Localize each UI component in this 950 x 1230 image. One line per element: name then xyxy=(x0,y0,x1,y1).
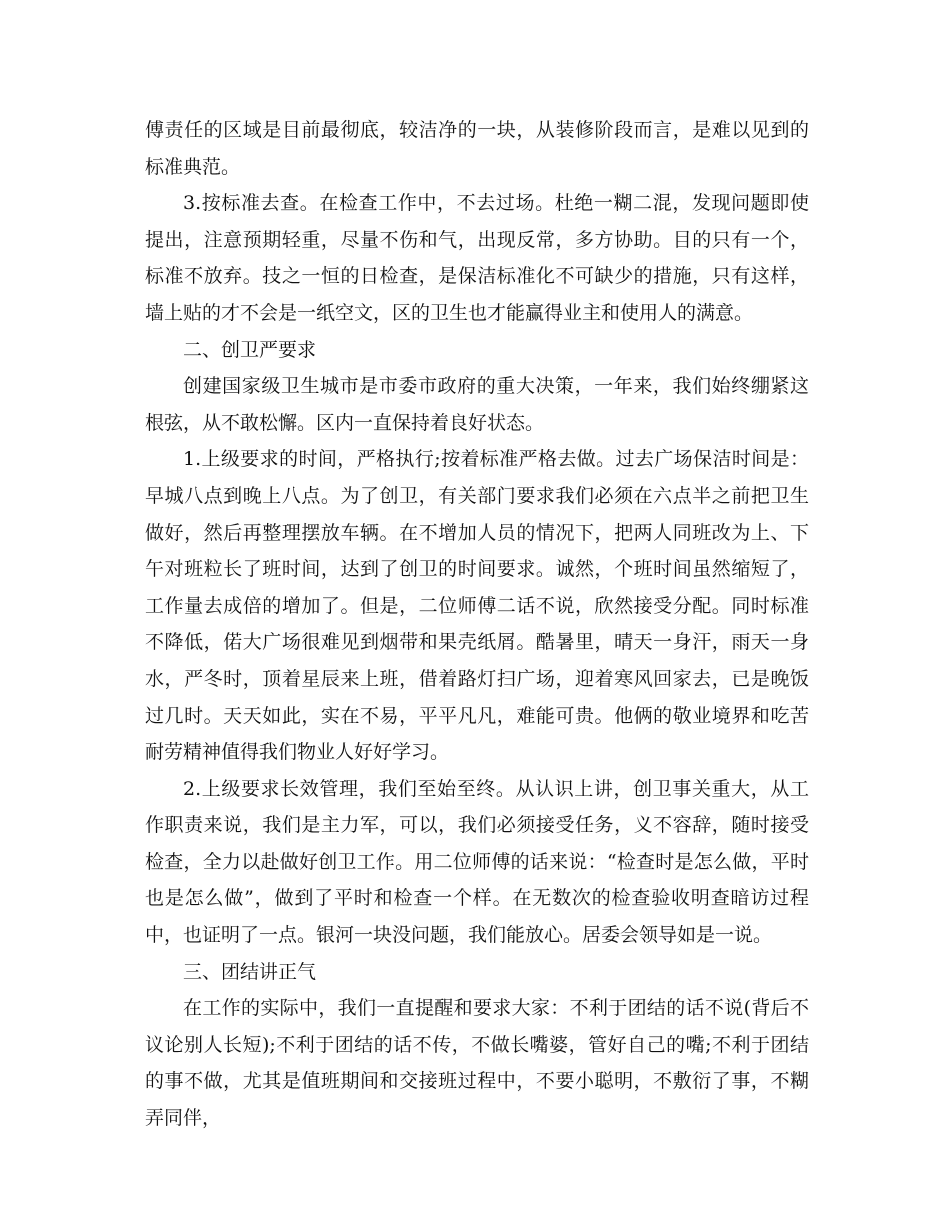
paragraph-section-2-intro: 创建国家级卫生城市是市委市政府的重大决策，一年来，我们始终绷紧这根弦，从不敢松懈。区内一直保持着良好状态。 xyxy=(145,375,809,434)
document-body xyxy=(145,112,809,1137)
paragraph-continuation: 傅责任的区域是目前最彻底，较洁净的一块，从装修阶段而言，是难以见到的标准典范。 xyxy=(145,119,809,178)
section-heading-2: 二、创卫严要求 xyxy=(183,338,317,361)
paragraph-section-3-intro: 在工作的实际中，我们一直提醒和要求大家：不利于团结的话不说(背后不议论别人长短);不利于团结的话不传，不做长嘴婆，管好自己的嘴;不利于团结的事不做，尤其是值班期间和交接班过程中，不要小聪明，不敷衍了事，不糊弄同伴， xyxy=(145,997,809,1130)
paragraph-item-2: 2.上级要求长效管理，我们至始至终。从认识上讲，创卫事关重大，从工作职责来说，我们是主力军，可以，我们必须接受任务，义不容辞，随时接受检查，全力以赴做好创卫工作。用二位师傅的话来说：“检查时是怎么做，平时也是怎么做”，做到了平时和检查一个样。在无数次的检查验收明查暗访过程中，也证明了一点。银河一块没问题，我们能放心。居委会领导如是一说。 xyxy=(145,777,809,947)
section-heading-3: 三、团结讲正气 xyxy=(183,960,317,983)
paragraph-item-1: 1.上级要求的时间，严格执行;按着标准严格去做。过去广场保洁时间是：早城八点到晚上八点。为了创卫，有关部门要求我们必须在六点半之前把卫生做好，然后再整理摆放车辆。在不增加人员的情况下，把两人同班改为上、下午对班粒长了班时间，达到了创卫的时间要求。诚然，个班时间虽然缩短了，工作量去成倍的增加了。但是，二位师傅二话不说，欣然接受分配。同时标准不降低，偌大广场很难见到烟带和果壳纸屑。酷暑里，晴天一身汗，雨天一身水，严冬时，顶着星辰来上班，借着路灯扫广场，迎着寒风回家去，已是晚饭过几时。天天如此，实在不易，平平凡凡，难能可贵。他俩的敬业境界和吃苦耐劳精神值得我们物业人好好学习。 xyxy=(145,448,809,764)
paragraph-item-3: 3.按标准去查。在检查工作中，不去过场。杜绝一糊二混，发现问题即使提出，注意预期轻重，尽量不伤和气，出现反常，多方协助。目的只有一个，标准不放弃。技之一恒的日检查，是保洁标准化不可缺少的措施，只有这样，墙上贴的才不会是一纸空文，区的卫生也才能赢得业主和使用人的满意。 xyxy=(145,192,809,324)
